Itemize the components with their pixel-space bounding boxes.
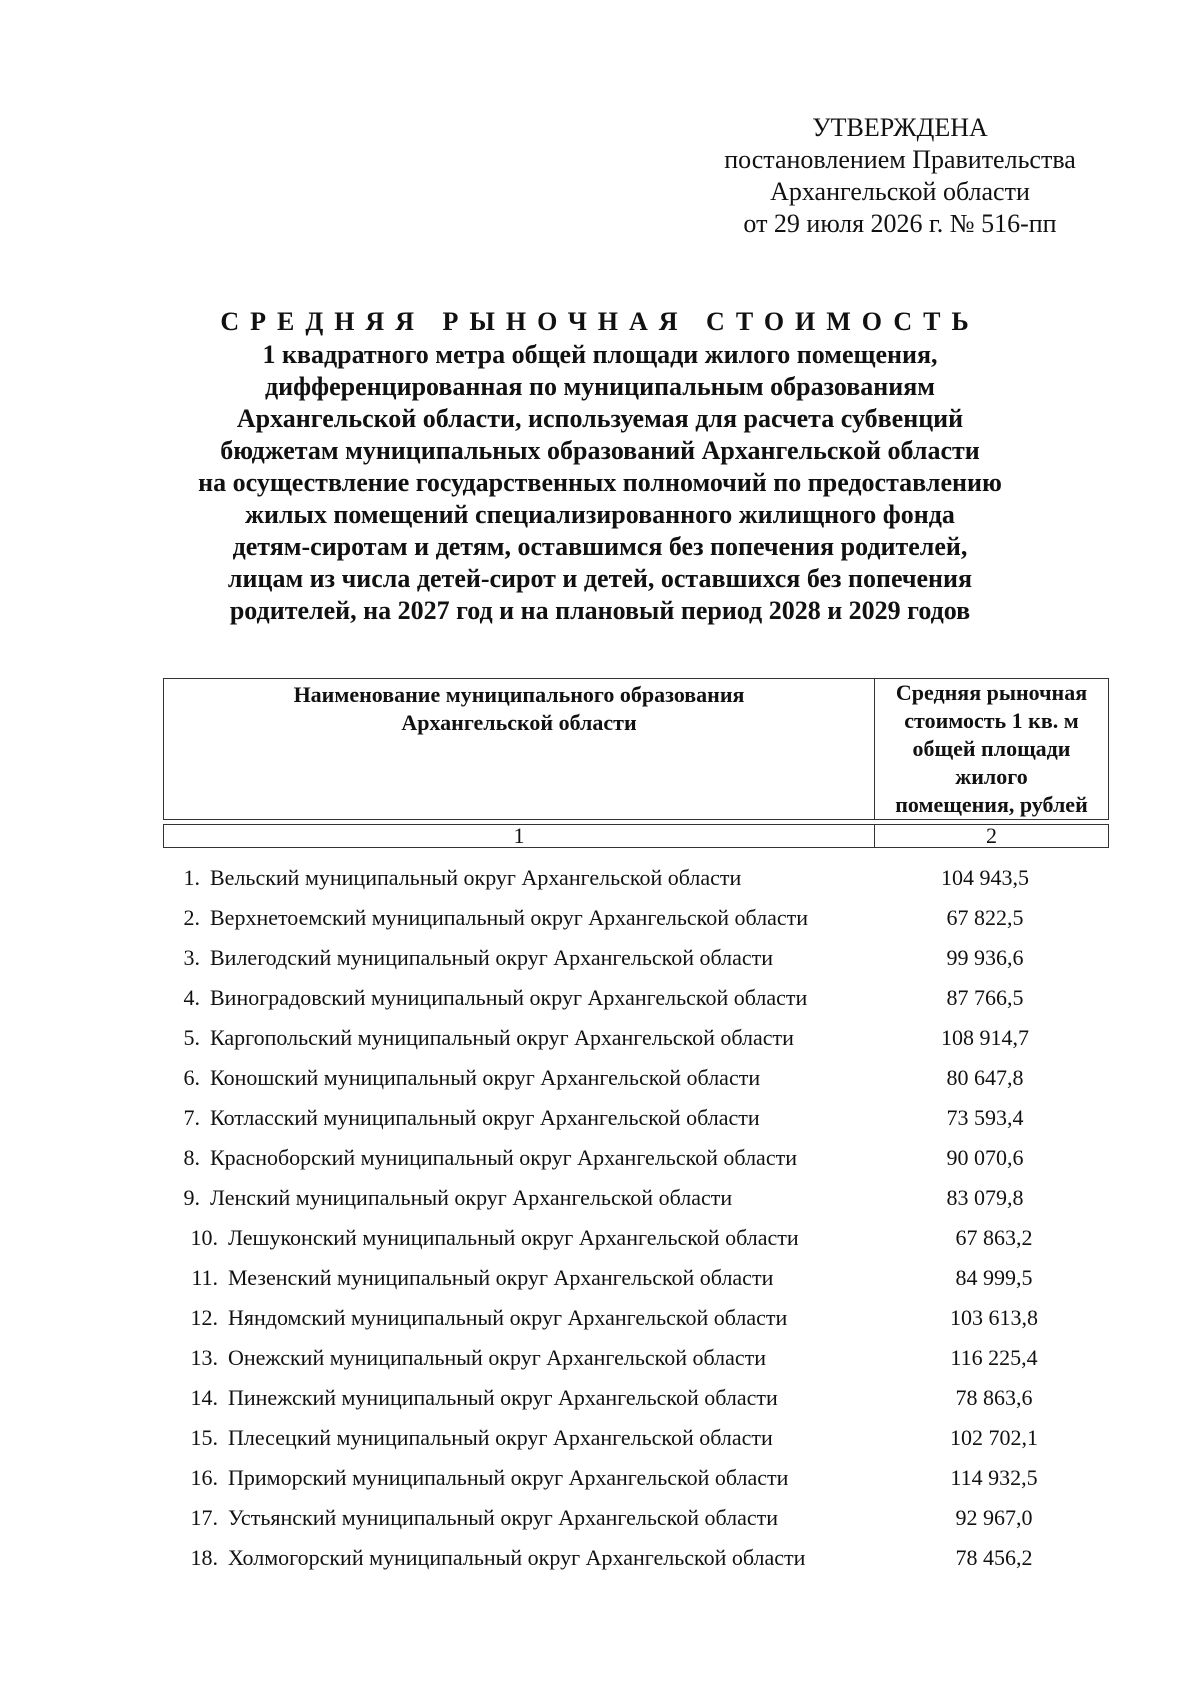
approval-block (700, 112, 1100, 240)
table-body (170, 858, 1100, 1578)
table-row (170, 938, 1100, 978)
row-municipality-name: Онежский муниципальный округ Архангельской области (228, 1345, 767, 1370)
approval-region: Архангельской области (770, 177, 1030, 206)
row-price-value: 102 702,1 (950, 1425, 1038, 1450)
row-municipality-name: Холмогорский муниципальный округ Архангельской области (228, 1545, 806, 1570)
row-municipality-name: Каргопольский муниципальный округ Архангельской области (210, 1025, 794, 1050)
row-index: 7. (183, 1105, 200, 1130)
row-price-value: 67 822,5 (946, 905, 1024, 930)
row-index: 6. (183, 1065, 200, 1090)
row-price-value: 80 647,8 (946, 1065, 1024, 1090)
row-price-value: 114 932,5 (950, 1465, 1038, 1490)
row-index: 17. (190, 1505, 218, 1530)
table-row (170, 1098, 1100, 1138)
row-municipality-name: Устьянский муниципальный округ Архангельской области (228, 1505, 779, 1530)
row-municipality-name: Плесецкий муниципальный округ Архангельской области (228, 1425, 773, 1450)
table-row (170, 1498, 1100, 1538)
row-municipality-name: Коношский муниципальный округ Архангельской области (210, 1065, 761, 1090)
row-price-value: 92 967,0 (955, 1505, 1033, 1530)
table-row (170, 1538, 1100, 1578)
table-row (170, 1258, 1100, 1298)
row-municipality-name: Приморский муниципальный округ Архангельской области (228, 1465, 789, 1490)
table-row (170, 1338, 1100, 1378)
column-number-2: 2 (875, 825, 1109, 848)
table-row (170, 978, 1100, 1018)
row-index: 14. (190, 1385, 218, 1410)
row-index: 12. (190, 1305, 218, 1330)
table-row (170, 898, 1100, 938)
row-price-value: 78 456,2 (955, 1545, 1033, 1570)
table-row (170, 1218, 1100, 1258)
table-row (170, 1058, 1100, 1098)
row-price-value: 67 863,2 (955, 1225, 1033, 1250)
table-row (170, 1458, 1100, 1498)
row-index: 4. (183, 985, 200, 1010)
row-municipality-name: Няндомский муниципальный округ Архангельской области (228, 1305, 788, 1330)
row-price-value: 116 225,4 (950, 1345, 1038, 1370)
row-index: 8. (183, 1145, 200, 1170)
column-header-value: Средняя рыночная стоимость 1 кв. м общей площади жилого помещения, рублей (875, 679, 1109, 820)
row-municipality-name: Ленский муниципальный округ Архангельской области (210, 1185, 733, 1210)
row-index: 1. (183, 865, 200, 890)
table-row (170, 1298, 1100, 1338)
row-price-value: 84 999,5 (955, 1265, 1033, 1290)
row-municipality-name: Пинежский муниципальный округ Архангельской области (228, 1385, 778, 1410)
row-municipality-name: Котласский муниципальный округ Архангельской области (210, 1105, 760, 1130)
approval-authority: постановлением Правительства (724, 145, 1076, 174)
title-subtitle: 1 квадратного метра общей площади жилого помещения, дифференцированная по муниципальным образованиям Архангельской области, используемая для расчета субвенций бюджетам муниципальных образований Архангельской области на осуществление государственных полномочий по предоставлению жилых помещений специализированного жилищного фонда детям-сиротам и детям, оставшимся без попечения родителей, лицам из числа детей-сирот и детей, оставшихся без попечения родителей, на 2027 год и на плановый период 2028 и 2029 годов (198, 340, 1002, 625)
column-header-name: Наименование муниципального образования Архангельской области (164, 679, 875, 820)
row-index: 11. (191, 1265, 218, 1290)
row-index: 5. (183, 1025, 200, 1050)
table-row (170, 1378, 1100, 1418)
table-row (170, 858, 1100, 898)
row-municipality-name: Вилегодский муниципальный округ Архангельской области (210, 945, 774, 970)
row-price-value: 83 079,8 (946, 1185, 1024, 1210)
row-price-value: 78 863,6 (955, 1385, 1033, 1410)
row-municipality-name: Вельский муниципальный округ Архангельской области (210, 865, 742, 890)
row-index: 18. (190, 1545, 218, 1570)
row-municipality-name: Мезенский муниципальный округ Архангельской области (228, 1265, 774, 1290)
row-municipality-name: Верхнетоемский муниципальный округ Архангельской области (210, 905, 809, 930)
row-price-value: 73 593,4 (946, 1105, 1024, 1130)
row-index: 15. (190, 1425, 218, 1450)
row-index: 10. (190, 1225, 218, 1250)
row-price-value: 90 070,6 (946, 1145, 1024, 1170)
row-municipality-name: Виноградовский муниципальный округ Архангельской области (210, 985, 808, 1010)
row-index: 16. (190, 1465, 218, 1490)
table-row (170, 1138, 1100, 1178)
approval-stamp: УТВЕРЖДЕНА (812, 113, 988, 142)
row-price-value: 104 943,5 (941, 865, 1029, 890)
table-row (170, 1018, 1100, 1058)
row-index: 2. (183, 905, 200, 930)
row-price-value: 108 914,7 (941, 1025, 1029, 1050)
column-number-1: 1 (164, 825, 875, 848)
row-index: 9. (183, 1185, 200, 1210)
approval-date-number: от 29 июля 2026 г. № 516-пп (743, 209, 1057, 238)
table-row (170, 1418, 1100, 1458)
document-title (170, 305, 1030, 627)
row-price-value: 99 936,6 (946, 945, 1024, 970)
row-municipality-name: Красноборский муниципальный округ Архангельской области (210, 1145, 797, 1170)
table-header (163, 678, 1109, 848)
row-index: 13. (190, 1345, 218, 1370)
row-index: 3. (183, 945, 200, 970)
title-main: СРЕДНЯЯ РЫНОЧНАЯ СТОИМОСТЬ (220, 307, 980, 336)
row-municipality-name: Лешуконский муниципальный округ Архангельской области (228, 1225, 799, 1250)
row-price-value: 87 766,5 (946, 985, 1024, 1010)
row-price-value: 103 613,8 (950, 1305, 1038, 1330)
table-row (170, 1178, 1100, 1218)
